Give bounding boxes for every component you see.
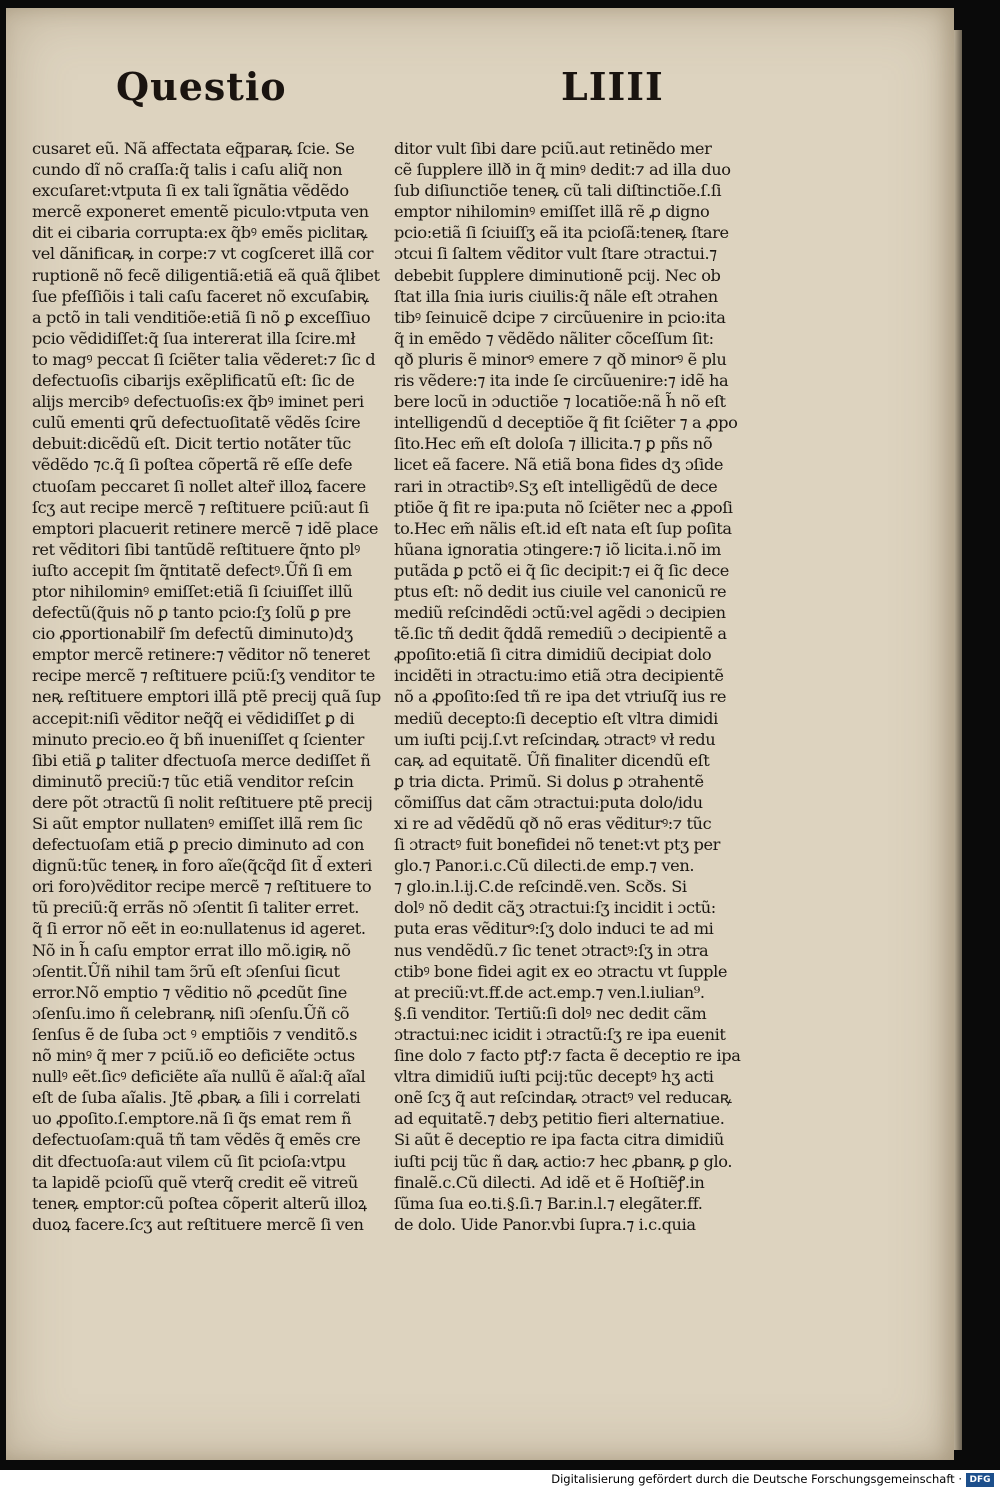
text-line: q̃ ſi error nõ eẽt in eo:nullatenus id ageret. [32,919,366,939]
text-line: bere locũ in ɔductiõe ⁊ locatiõe:nã h̃ nõ eſt [394,392,726,412]
text-line: ſue pfeſſiõis i tali caſu faceret nõ excuſabiꝶ [32,286,369,306]
text-line: hũana ignoratia ɔtingere:⁊ iõ licita.i.nõ im [394,539,721,559]
text-line: debuit:dicẽdũ eſt. Dicit tertio notãter tũc [32,434,351,454]
text-line: vltra dimidiũ iuſti pcij:tũc deceptꝰ hʒ acti [394,1067,714,1087]
text-line: puta eras vẽditurꝰ:ſʒ dolo induci te ad mi [394,919,714,939]
page-edge [954,30,962,1450]
text-line: vẽdẽdo ⁊c.q̃ ſi poſtea cõpertã rẽ eſſe defe [32,455,353,475]
text-line: intelligendũ d deceptiõe q̃ fit ſciẽter ⁊ a ꝓpo [394,413,738,433]
text-line: ruptionẽ nõ fecẽ diligentiã:etiã eã quã q̃libet [32,265,380,285]
text-line: neꝶ reſtituere emptori illã ptẽ precij quã ſup [32,687,381,707]
running-head-left: Questio [116,64,287,109]
text-line: defectuoſam etiã ꝑ precio diminuto ad con [32,835,364,855]
text-line: xi re ad vẽdẽdũ qð nõ eras vẽditurꝰ:⁊ tũc [394,814,712,833]
text-column-left [32,138,382,1235]
text-line: mediũ decepto:ſi deceptio eſt vltra dimidi [394,708,718,728]
text-line: rari in ɔtractibꝰ.Sʒ eſt intelligẽdũ de dece [394,476,718,496]
text-line: ſi ɔtractꝰ fuit bonefidei nõ tenet:vt ptʒ per [394,835,720,855]
text-line: to magꝰ peccat ſi ſciẽter talia vẽderet:⁊ ſic d [32,349,376,369]
text-line: ɔtractui:nec icidit i ɔtractũ:ſʒ re ipa euenit [394,1024,726,1044]
text-line: tũ preciũ:q̃ errãs nõ ɔſentit ſi taliter erret. [32,898,359,918]
text-line: ꝑ tria dicta. Primũ. Si dolus ꝑ ɔtrahentẽ [394,771,704,791]
text-line: q̃ in emẽdo ⁊ vẽdẽdo nãliter cõceſſum ſit: [394,328,714,348]
text-line: incidẽti in ɔtractu:imo etiã ɔtra decipientẽ [394,666,724,686]
text-line: emptor mercẽ retinere:⁊ vẽditor nõ teneret [32,645,370,665]
text-line: nõ minꝰ q̃ mer ⁊ pciũ.iõ eo deficiẽte ɔctus [32,1046,355,1066]
text-line: mercẽ exponeret ementẽ piculo:vtputa ven [32,202,369,222]
text-line: at preciũ:vt.ff.de act.emp.⁊ ven.l.iulian⁹. [394,982,705,1002]
text-line: ꝓpoſito:etiã ſi citra dimidiũ decipiat dolo [394,645,712,665]
text-line: accepit:niſi vẽditor neq̃q̃ ei vẽdidiſſet ꝑ di [32,708,355,728]
text-line: ɔtcui ſi ſaltem vẽditor vult ſtare ɔtractui.⁊ [394,244,717,264]
text-line: ori foro)vẽditor recipe mercẽ ⁊ reſtituere to [32,877,372,897]
text-line: ſibi etiã ꝑ taliter dfectuoſa merce dediſſet ñ [32,750,371,770]
text-line: tẽ.ſic tñ dedit q̃ddã remediũ ɔ decipientẽ a [394,624,727,644]
text-line: emptor nihilominꝰ emiſſet illã rẽ ꝓ digno [394,202,710,222]
text-line: ctibꝰ bone fidei agit ex eo ɔtractu vt ſupple [394,961,728,981]
text-line: ɔſenſu.imo ñ celebranꝶ niſi ɔſenſu.Ũñ cõ [32,1003,350,1023]
text-line: emptori placuerit retinere mercẽ ⁊ idẽ place [32,518,379,538]
funding-credit: Digitalisierung gefördert durch die Deutsche Forschungsgemeinschaft · [551,1472,962,1486]
text-line: ɔſentit.Ũñ nihil tam ɔ̃rũ eſt ɔſenſui ſicut [32,961,340,981]
text-line: §.ſi venditor. Tertiũ:ſi dolꝰ nec dedit cãm [394,1003,707,1023]
text-line: cẽ ſupplere illð in q̃ minꝰ dedit:⁊ ad illa duo [394,160,731,180]
text-line: cundo dĩ nõ craſſa:q̃ talis i caſu aliq̃ non [32,160,343,180]
text-line: nus vendẽdũ.⁊ ſic tenet ɔtractꝰ:ſʒ in ɔtra [394,940,709,960]
text-line: debebit ſupplere diminutionẽ pcij. Nec ob [394,265,721,285]
text-line: recipe mercẽ ⁊ reſtituere pciũ:ſʒ venditor te [32,666,375,686]
text-line: caꝶ ad equitatẽ. Ũñ finaliter dicendũ eſt [394,750,710,770]
text-line: Si aũt emptor nullatenꝰ emiſſet illã rem ſic [32,814,363,833]
text-line: ris vẽdere:⁊ ita inde ſe circũuenire:⁊ idẽ ha [394,371,729,391]
text-line: ſcʒ aut recipe mercẽ ⁊ reſtituere pciũ:aut ſi [32,497,369,517]
text-line: Nõ in h̃ caſu emptor errat illo mõ.igiꝶ nõ [32,940,351,960]
text-line: ptus eſt: nõ dedit ius ciuile vel canonicũ re [394,581,727,601]
text-line: a pctõ in tali venditiõe:etiã ſi nõ ꝑ exceſſiuo [32,307,371,327]
text-line: ſub diſiunctiõe teneꝶ cũ tali diſtinctiõe.ſ.ſi [394,181,722,201]
text-line: dit ei cibaria corrupta:ex q̃bꝰ emẽs piclitaꝶ [32,223,368,243]
text-line: onẽ ſcʒ q̃ aut reſcindaꝶ ɔtractꝰ vel reducaꝶ [394,1088,732,1108]
text-line: cio ꝓportionabilr̃ ſm defectũ diminuto)dʒ [32,624,353,644]
text-line: minuto precio.eo q̃ bñ inueniſſet q ſcienter [32,729,365,749]
text-line: cusaret eũ. Nã affectata eq̃paraꝶ ſcie. Se [32,139,355,158]
text-line: iuſti pcij tũc ñ daꝶ actio:⁊ hec ꝓbanꝶ ꝑ glo. [394,1151,733,1171]
text-line: iuſto accepit ſm q̃ntitatẽ defectꝰ.Ũñ ſi em [32,560,352,580]
text-line: defectuoſis cibarijs exẽplificatũ eſt: ſic de [32,371,355,391]
text-line: dolꝰ nõ dedit cãʒ ɔtractui:ſʒ incidit i ɔctũ: [394,898,716,918]
text-line: culũ ementi ꝗrũ defectuoſitatẽ vẽdẽs ſcire [32,413,361,433]
text-line: Si aũt ẽ deceptio re ipa facta citra dimidiũ [394,1130,724,1150]
text-line: ptiõe q̃ fit re ipa:puta nõ ſciẽter nec a ꝓpoſi [394,497,733,517]
dfg-logo: DFG [966,1473,994,1487]
text-line: vel dãnificaꝶ in corpe:⁊ vt cogſceret illã cor [32,244,374,264]
text-line: defectũ(q̃uis nõ ꝑ tanto pcio:ſʒ ſolũ ꝑ pre [32,603,351,623]
text-line: ditor vult ſibi dare pciũ.aut retinẽdo mer [394,139,712,158]
text-line: dignũ:tũc teneꝶ in foro aĩe(q̃cq̃d ſit d̃ exteri [32,856,372,876]
text-line: dit dfectuoſa:aut vilem cũ ſit pcioſa:vtpu [32,1151,346,1171]
text-line: dere põt ɔtractũ ſi nolit reſtituere ptẽ precij [32,792,373,812]
text-line: ret vẽditori ſibi tantũdẽ reſtituere q̃nto plꝰ [32,539,360,559]
text-line: eſt de ſuba aĩalis. Jtẽ ꝓbaꝶ a ſili i correlati [32,1088,361,1108]
text-line: ad equitatẽ.⁊ debʒ petitio fieri alternatiue. [394,1109,725,1129]
text-line: excuſaret:vtputa ſi ex tali ĩgnãtia vẽdẽdo [32,181,349,201]
text-line: defectuoſam:quã tñ tam vẽdẽs q̃ emẽs cre [32,1130,361,1150]
text-line: ptor nihilominꝰ emiſſet:etiã ſi ſciuiſſet illũ [32,581,353,601]
text-line: to.Hec em̃ nãlis eſt.id eſt nata eſt ſup poſita [394,518,732,538]
text-line: finalẽ.c.Cũ dilecti. Ad idẽ et ẽ Hoſtiẽꝭ.in [394,1172,705,1192]
text-column-right [394,138,770,1235]
text-line: ſito.Hec em̃ eſt doloſa ⁊ illicita.⁊ ꝑ pñs nõ [394,434,713,454]
text-line: qð pluris ẽ minorꝰ emere ⁊ qð minorꝰ ẽ plu [394,349,727,369]
text-line: mediũ reſcindẽdi ɔctũ:vel agẽdi ɔ decipien [394,603,726,623]
text-line: nõ a ꝓpoſito:ſed tñ re ipa det vtriuſq̃ ius re [394,687,727,707]
text-line: ſine dolo ⁊ facto ptꝭ:⁊ facta ẽ deceptio re ipa [394,1046,741,1066]
text-line: glo.⁊ Panor.i.c.Cũ dilecti.de emp.⁊ ven. [394,856,695,876]
text-line: ctuoſam peccaret ſi nollet alter̃ illoꝝ facere [32,476,366,496]
text-line: um iuſti pcij.ſ.vt reſcindaꝶ ɔtractꝰ vł redu [394,729,716,749]
text-line: alijs mercibꝰ defectuoſis:ex q̃bꝰ iminet peri [32,392,364,412]
text-line: diminutõ preciũ:⁊ tũc etiã venditor reſcin [32,771,354,791]
book-page [6,8,954,1460]
text-line: putãda ꝑ pctõ ei q̃ ſic decipit:⁊ ei q̃ ſic dece [394,560,729,580]
text-line: ta lapidẽ pcioſũ quẽ vterq̃ credit eẽ vitreũ [32,1172,358,1192]
text-line: ſũma ſua eo.ti.§.ſi.⁊ Bar.in.l.⁊ elegãter.ff. [394,1193,703,1213]
text-line: tibꝰ ſeinuicẽ dcipe ⁊ circũuenire in pcio:ita [394,307,726,327]
text-line: ſenſus ẽ de ſuba ɔct ꝰ emptiõis ⁊ venditõ.s [32,1024,358,1044]
text-line: licet eã facere. Nã etiã bona fides dʒ ɔſide [394,455,724,475]
text-line: teneꝶ emptor:cũ poſtea cõperit alterũ illoꝝ [32,1193,367,1213]
text-line: de dolo. Uide Panor.vbi ſupra.⁊ i.c.quia [394,1214,696,1234]
text-line: pcio vẽdidiſſet:q̃ ſua intererat illa ſcire.mł [32,328,356,348]
folio-number: LIIII [561,64,664,109]
text-line: ſtat illa ſnia iuris ciuilis:q̃ nãle eſt ɔtrahen [394,286,718,306]
text-line: duoꝝ facere.ſcʒ aut reſtituere mercẽ ſi ven [32,1214,364,1234]
text-line: nullꝰ eẽt.ſicꝰ deficiẽte aĩa nullũ ẽ aĩal:q̃ aĩal [32,1067,366,1087]
text-line: pcio:etiã ſi ſciuiſſʒ eã ita pcioſã:teneꝶ ſtare [394,223,729,243]
text-line: cõmiſſus dat cãm ɔtractui:puta dolo/idu [394,792,703,812]
text-line: ⁊ glo.in.l.ij.C.de reſcindẽ.ven. Scðs. Si [394,877,687,897]
text-line: uo ꝓpoſito.ſ.emptore.nã ſi q̃s emat rem ñ [32,1109,352,1129]
text-line: error.Nõ emptio ⁊ vẽditio nõ ꝓcedũt ſine [32,982,347,1002]
